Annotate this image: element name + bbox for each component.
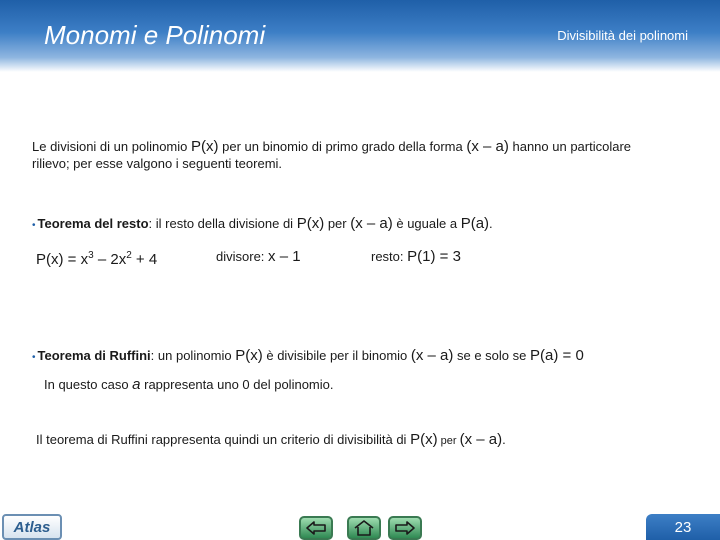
intro-x: (x) <box>201 138 219 155</box>
theorem-ruffini-name: Teorema di Ruffini <box>37 348 151 363</box>
conclusion <box>36 431 506 450</box>
theorem-x: (x) <box>245 347 263 364</box>
conclusion-binomial: (x – a) <box>459 431 503 448</box>
next-button[interactable] <box>388 516 422 540</box>
example-text: + 4 <box>131 251 158 268</box>
rest-p: P <box>407 248 418 265</box>
intro-line-2: rilievo; per esse valgono i seguenti teoremi. <box>32 156 283 171</box>
page-number: 23 <box>646 514 720 540</box>
rest-value: (1) = 3 <box>417 248 461 265</box>
theorem-x: (x) <box>306 215 325 232</box>
intro-p: P <box>190 138 201 155</box>
note-var: a <box>132 376 141 393</box>
conclusion-p: P <box>410 431 421 448</box>
slide-title: Monomi e Polinomi <box>44 20 266 50</box>
theorem-text: . <box>489 216 493 231</box>
conclusion-text: Il teorema di Ruffini rappresenta quindi un criterio di divisibilità di <box>36 432 411 447</box>
example-text: (x) = x <box>46 251 89 268</box>
theorem-text: : un polinomio <box>150 348 236 363</box>
example-divisor <box>216 248 301 265</box>
bullet: • <box>32 220 36 231</box>
divisor-value: x – 1 <box>268 248 301 265</box>
rest-label: resto: <box>371 249 408 264</box>
theorem-text: se e solo se <box>453 348 530 363</box>
intro-text: hanno un particolare <box>508 139 632 154</box>
note-text: In questo caso <box>44 377 133 392</box>
slide-header <box>0 0 720 72</box>
conclusion-per: per <box>437 435 460 447</box>
divisor-label: divisore: <box>216 249 269 264</box>
theorem-text: è uguale a <box>392 216 461 231</box>
intro-line-1 <box>32 138 631 155</box>
exponent: 2 <box>126 250 132 261</box>
theorem-p: P <box>296 215 307 232</box>
prev-button[interactable] <box>299 516 333 540</box>
theorem-resto-name: Teorema del resto <box>37 216 149 231</box>
conclusion-text: . <box>502 432 506 447</box>
theorem-text: : il resto della divisione di <box>148 216 297 231</box>
note-text: rappresenta uno 0 del polinomio. <box>140 377 334 392</box>
theorem-p: P <box>235 347 246 364</box>
intro-binomial: (x – a) <box>466 138 509 155</box>
home-icon <box>353 519 375 537</box>
theorem-binomial: (x – a) <box>410 347 454 364</box>
bullet: • <box>32 352 36 363</box>
intro-text: per un binomio di primo grado della forma <box>218 139 467 154</box>
theorem-text: per <box>324 216 351 231</box>
home-button[interactable] <box>347 516 381 540</box>
exponent: 3 <box>88 250 94 261</box>
theorem-p: P <box>530 347 541 364</box>
intro-text: Le divisioni di un polinomio <box>32 139 191 154</box>
example-p: P <box>36 251 47 268</box>
example-rest <box>371 248 461 265</box>
example-polynomial <box>36 246 157 270</box>
atlas-logo: Atlas <box>2 514 62 540</box>
theorem-ruffini <box>32 347 584 366</box>
example-text: – 2x <box>93 251 127 268</box>
theorem-a: (a) <box>470 215 490 232</box>
arrow-left-icon <box>305 520 327 536</box>
slide-subtitle: Divisibilità dei polinomi <box>557 28 688 43</box>
theorem-resto <box>32 215 493 234</box>
arrow-right-icon <box>394 520 416 536</box>
theorem-condition: (a) = 0 <box>540 347 584 364</box>
conclusion-x: (x) <box>420 431 438 448</box>
theorem-text: è divisibile per il binomio <box>262 348 411 363</box>
theorem-p: P <box>460 215 471 232</box>
theorem-binomial: (x – a) <box>350 215 393 232</box>
ruffini-note <box>44 376 333 393</box>
